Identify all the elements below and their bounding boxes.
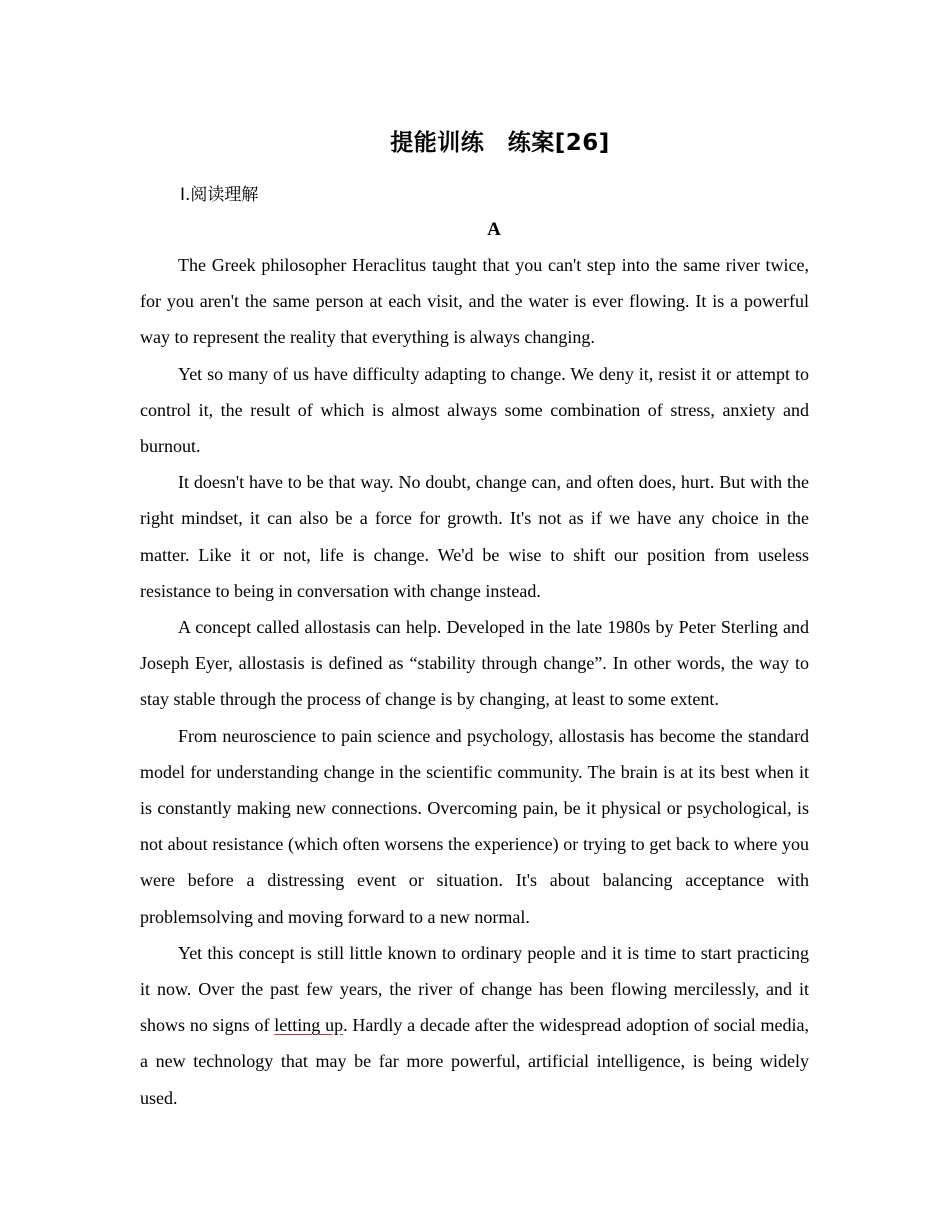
paragraph-2: Yet so many of us have difficulty adapting to change. We deny it, resist it or attempt to control it, the result of which is almost always some combination of stress, anxiety and burnout. bbox=[140, 363, 809, 457]
paragraph-6-text-after: . Hardly a decade after the widespread adoption of social media, a new technology that may be far more powerful, artificial intelligence, is being widely used. bbox=[140, 1015, 809, 1108]
paragraph-4: A concept called allostasis can help. Developed in the late 1980s by Peter Sterling and Joseph Eyer, allostasis is defined as “stability through change”. In other words, the way to stay stable through the process of change is by changing, at least to some extent. bbox=[140, 617, 809, 710]
paragraph-3: It doesn't have to be that way. No doubt, change can, and often does, hurt. But with the right mindset, it can also be a force for growth. It's not as if we have any choice in the matter. Like it or not, life is change. We'd be wise to shift our position from useless resistance to being in conversation with change instead. bbox=[140, 472, 809, 601]
section-label: Ⅰ.阅读理解 bbox=[180, 185, 259, 205]
passage-letter: A bbox=[487, 219, 501, 240]
paragraph-5: From neuroscience to pain science and psychology, allostasis has become the standard model for understanding change in the scientific community. The brain is at its best when it is constantly making new connections. Overcoming pain, be it physical or psychological, is not about resistance (which often worsens the experience) or trying to get back to where you were before a distressing event or situation. It's about balancing acceptance with problemsolving and moving forward to a new normal. bbox=[140, 725, 809, 927]
underlined-phrase: letting up bbox=[274, 1015, 344, 1036]
page-title: 提能训练 练案[26] bbox=[390, 130, 610, 156]
paragraph-1: The Greek philosopher Heraclitus taught that you can't step into the same river twice, for you aren't the same person at each visit, and the water is ever flowing. It is a powerful way to represent the reality that everything is always changing. bbox=[140, 255, 809, 348]
paragraph-6-text-before: Yet this concept is still little known to ordinary people and it is time to start practicing it now. Over the past few years, the river of change has been flowing mercilessly, and it shows no signs of bbox=[140, 942, 809, 1036]
paragraph-6 bbox=[140, 935, 809, 1116]
passage-body bbox=[140, 247, 809, 1116]
